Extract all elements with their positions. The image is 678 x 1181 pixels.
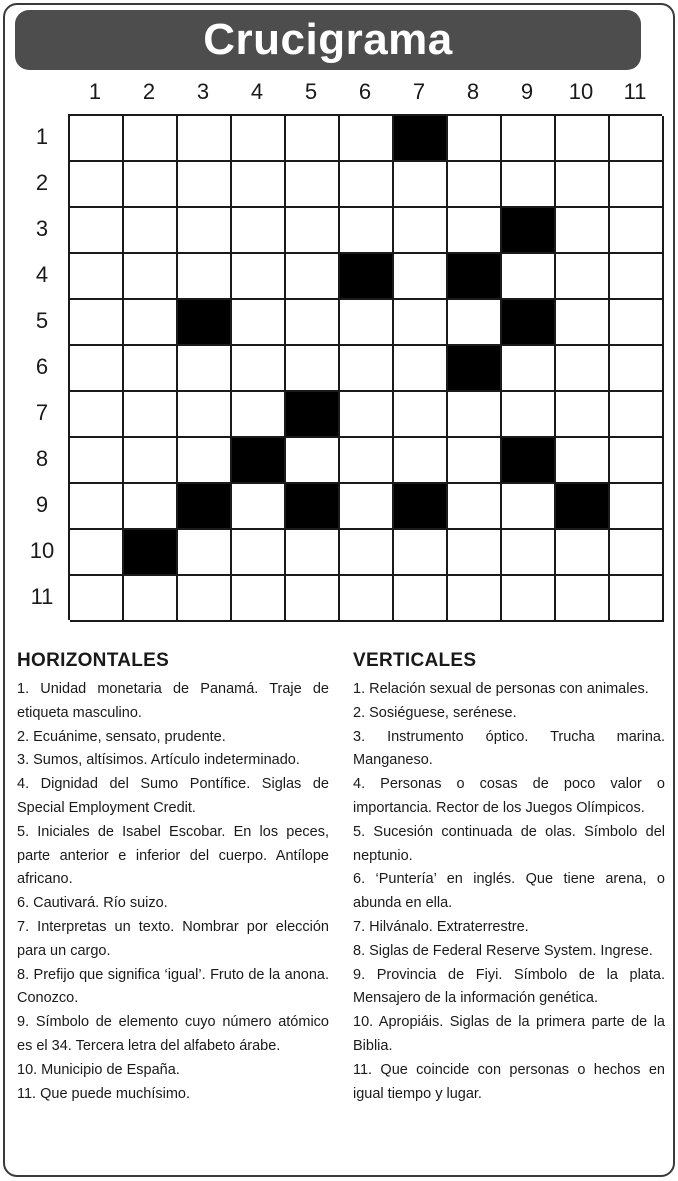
grid-cell[interactable] bbox=[502, 116, 556, 162]
grid-cell[interactable] bbox=[556, 116, 610, 162]
grid-cell[interactable] bbox=[610, 254, 664, 300]
clue-item: 1. Relación sexual de personas con animales. bbox=[353, 681, 649, 697]
grid-cell[interactable] bbox=[502, 484, 556, 530]
grid-cell[interactable] bbox=[70, 208, 124, 254]
grid-cell[interactable] bbox=[556, 162, 610, 208]
clue-item: 1. Unidad monetaria de Panamá. Traje de etiqueta masculino. bbox=[17, 681, 329, 721]
black-cell bbox=[340, 254, 394, 300]
grid-cell[interactable] bbox=[448, 530, 502, 576]
grid-cell[interactable] bbox=[232, 116, 286, 162]
row-number: 6 bbox=[35, 354, 49, 379]
column-numbers bbox=[68, 76, 662, 108]
grid-cell[interactable] bbox=[124, 484, 178, 530]
column-number: 11 bbox=[623, 79, 647, 104]
grid-cell[interactable] bbox=[502, 392, 556, 438]
grid-cell[interactable] bbox=[556, 530, 610, 576]
grid-cell[interactable] bbox=[448, 300, 502, 346]
grid-cell[interactable] bbox=[232, 530, 286, 576]
grid-cell[interactable] bbox=[448, 208, 502, 254]
column-number: 8 bbox=[466, 79, 480, 104]
grid-cell[interactable] bbox=[124, 162, 178, 208]
clue-item: 10. Apropiáis. Siglas de la primera parte de la Biblia. bbox=[353, 1014, 665, 1054]
black-cell bbox=[178, 484, 232, 530]
grid-cell[interactable] bbox=[178, 162, 232, 208]
grid-cell[interactable] bbox=[232, 576, 286, 622]
black-cell bbox=[448, 346, 502, 392]
grid-cell[interactable] bbox=[286, 438, 340, 484]
grid-cell[interactable] bbox=[70, 484, 124, 530]
grid-cell[interactable] bbox=[286, 530, 340, 576]
row-number: 5 bbox=[35, 308, 49, 333]
clue-item: 9. Símbolo de elemento cuyo número atómico es el 34. Tercera letra del alfabeto árabe. bbox=[17, 1014, 329, 1054]
grid-cell[interactable] bbox=[610, 300, 664, 346]
black-cell bbox=[286, 392, 340, 438]
grid-cell[interactable] bbox=[70, 346, 124, 392]
grid-cell[interactable] bbox=[394, 346, 448, 392]
vertical-clues bbox=[353, 648, 665, 1106]
grid-cell[interactable] bbox=[70, 530, 124, 576]
clue-item: 3. Instrumento óptico. Trucha marina. Manganeso. bbox=[353, 728, 665, 769]
column-number: 1 bbox=[88, 79, 102, 104]
grid-cell[interactable] bbox=[232, 392, 286, 438]
grid-cell[interactable] bbox=[394, 438, 448, 484]
page-title: Crucigrama bbox=[203, 15, 453, 64]
grid-cell[interactable] bbox=[178, 116, 232, 162]
grid-cell[interactable] bbox=[556, 576, 610, 622]
grid-cell[interactable] bbox=[232, 208, 286, 254]
grid-cell[interactable] bbox=[286, 300, 340, 346]
clue-item: 8. Siglas de Federal Reserve System. Ingrese. bbox=[353, 942, 653, 959]
grid-cell[interactable] bbox=[394, 162, 448, 208]
column-number: 10 bbox=[568, 79, 594, 104]
grid-cell[interactable] bbox=[610, 576, 664, 622]
row-number: 11 bbox=[30, 584, 54, 609]
grid-cell[interactable] bbox=[610, 162, 664, 208]
grid-cell[interactable] bbox=[178, 392, 232, 438]
grid-cell[interactable] bbox=[610, 116, 664, 162]
grid-cell[interactable] bbox=[502, 254, 556, 300]
grid-cell[interactable] bbox=[448, 116, 502, 162]
row-number: 7 bbox=[35, 400, 49, 425]
black-cell bbox=[394, 484, 448, 530]
black-cell bbox=[502, 208, 556, 254]
clue-item: 7. Hilvánalo. Extraterrestre. bbox=[353, 918, 529, 935]
grid-cell[interactable] bbox=[340, 484, 394, 530]
grid-cell[interactable] bbox=[610, 346, 664, 392]
horizontal-clues bbox=[17, 648, 329, 1106]
grid-cell[interactable] bbox=[286, 254, 340, 300]
grid-cell[interactable] bbox=[556, 300, 610, 346]
grid-cell[interactable] bbox=[394, 576, 448, 622]
clue-item: 4. Personas o cosas de poco valor o importancia. Rector de los Juegos Olímpicos. bbox=[353, 776, 665, 816]
grid-cell[interactable] bbox=[178, 254, 232, 300]
grid-cell[interactable] bbox=[502, 346, 556, 392]
clue-item: 11. Que coincide con personas o hechos en igual tiempo y lugar. bbox=[353, 1061, 665, 1102]
row-number: 4 bbox=[35, 262, 49, 287]
row-number: 1 bbox=[35, 124, 49, 149]
grid-cell[interactable] bbox=[610, 484, 664, 530]
black-cell bbox=[286, 484, 340, 530]
row-number: 8 bbox=[35, 446, 49, 471]
grid-cell[interactable] bbox=[178, 576, 232, 622]
grid-cell[interactable] bbox=[556, 438, 610, 484]
clue-item: 11. Que puede muchísimo. bbox=[17, 1085, 191, 1102]
clue-item: 2. Sosiéguese, serénese. bbox=[353, 704, 517, 721]
grid-cell[interactable] bbox=[610, 530, 664, 576]
black-cell bbox=[232, 438, 286, 484]
black-cell bbox=[502, 438, 556, 484]
grid-cell[interactable] bbox=[610, 392, 664, 438]
column-number: 4 bbox=[250, 79, 264, 104]
grid-cell[interactable] bbox=[340, 116, 394, 162]
grid-cell[interactable] bbox=[70, 392, 124, 438]
title-bar bbox=[15, 10, 641, 70]
clue-item: 6. Cautivará. Río suizo. bbox=[17, 895, 168, 912]
row-number: 3 bbox=[35, 216, 49, 241]
grid-cell[interactable] bbox=[232, 300, 286, 346]
grid-cell[interactable] bbox=[70, 162, 124, 208]
column-number: 6 bbox=[358, 79, 372, 104]
grid-cell[interactable] bbox=[286, 162, 340, 208]
grid-cell[interactable] bbox=[124, 300, 178, 346]
grid-cell[interactable] bbox=[124, 438, 178, 484]
grid-cell[interactable] bbox=[448, 392, 502, 438]
grid-cell[interactable] bbox=[124, 346, 178, 392]
vertical-heading: VERTICALES bbox=[353, 650, 477, 671]
grid-cell[interactable] bbox=[124, 254, 178, 300]
column-number: 7 bbox=[412, 79, 426, 104]
grid-cell[interactable] bbox=[340, 530, 394, 576]
grid-cell[interactable] bbox=[340, 392, 394, 438]
column-number: 2 bbox=[142, 79, 156, 104]
row-number: 2 bbox=[35, 170, 49, 195]
grid-cell[interactable] bbox=[394, 530, 448, 576]
grid-cell[interactable] bbox=[124, 576, 178, 622]
grid-cell[interactable] bbox=[394, 208, 448, 254]
clue-item: 6. ‘Puntería’ en inglés. Que tiene arena, o abunda en ella. bbox=[353, 871, 665, 912]
grid-cell[interactable] bbox=[448, 576, 502, 622]
grid-cell[interactable] bbox=[178, 346, 232, 392]
grid-cell[interactable] bbox=[610, 208, 664, 254]
grid-cell[interactable] bbox=[340, 300, 394, 346]
grid-cell[interactable] bbox=[394, 300, 448, 346]
grid-cell[interactable] bbox=[232, 346, 286, 392]
grid-cell[interactable] bbox=[448, 484, 502, 530]
crossword-grid bbox=[68, 114, 662, 620]
grid-cell[interactable] bbox=[70, 438, 124, 484]
grid-cell[interactable] bbox=[502, 576, 556, 622]
clue-item: 2. Ecuánime, sensato, prudente. bbox=[17, 728, 226, 745]
clue-item: 4. Dignidad del Sumo Pontífice. Siglas de Special Employment Credit. bbox=[17, 776, 329, 816]
horizontal-clue-list bbox=[17, 678, 329, 1106]
grid-cell[interactable] bbox=[556, 346, 610, 392]
grid-cell[interactable] bbox=[340, 346, 394, 392]
black-cell bbox=[124, 530, 178, 576]
grid-cell[interactable] bbox=[448, 162, 502, 208]
grid-cell[interactable] bbox=[178, 208, 232, 254]
grid-cell[interactable] bbox=[556, 392, 610, 438]
grid-cell[interactable] bbox=[70, 116, 124, 162]
clue-item: 8. Prefijo que significa ‘igual’. Fruto de la anona. Conozco. bbox=[17, 966, 329, 1007]
black-cell bbox=[556, 484, 610, 530]
clue-item: 5. Iniciales de Isabel Escobar. En los peces, parte anterior e inferior del cuerpo. Antílope africano. bbox=[17, 823, 329, 888]
grid-cell[interactable] bbox=[286, 576, 340, 622]
grid-cell[interactable] bbox=[340, 208, 394, 254]
grid-cell[interactable] bbox=[556, 254, 610, 300]
grid-cell[interactable] bbox=[340, 438, 394, 484]
column-number: 3 bbox=[196, 79, 210, 104]
grid-cell[interactable] bbox=[340, 162, 394, 208]
grid-cell[interactable] bbox=[124, 208, 178, 254]
clue-item: 9. Provincia de Fiyi. Símbolo de la plata. Mensajero de la información genética. bbox=[353, 966, 665, 1007]
grid-cell[interactable] bbox=[286, 346, 340, 392]
column-number: 5 bbox=[304, 79, 318, 104]
row-numbers bbox=[18, 114, 66, 620]
column-number: 9 bbox=[520, 79, 534, 104]
clue-item: 7. Interpretas un texto. Nombrar por elección para un cargo. bbox=[17, 918, 329, 959]
grid-cell[interactable] bbox=[178, 438, 232, 484]
black-cell bbox=[448, 254, 502, 300]
grid-cell[interactable] bbox=[178, 530, 232, 576]
grid-cell[interactable] bbox=[610, 438, 664, 484]
grid-cell[interactable] bbox=[286, 116, 340, 162]
black-cell bbox=[394, 116, 448, 162]
grid-cell[interactable] bbox=[556, 208, 610, 254]
row-number: 10 bbox=[29, 538, 55, 563]
grid-cell[interactable] bbox=[232, 254, 286, 300]
vertical-clue-list bbox=[353, 678, 665, 1106]
grid-cell[interactable] bbox=[124, 116, 178, 162]
grid-cell[interactable] bbox=[502, 162, 556, 208]
clue-item: 5. Sucesión continuada de olas. Símbolo del neptunio. bbox=[353, 823, 665, 864]
row-number: 9 bbox=[35, 492, 49, 517]
grid-cell[interactable] bbox=[394, 392, 448, 438]
black-cell bbox=[502, 300, 556, 346]
grid-cell[interactable] bbox=[70, 254, 124, 300]
grid-cell[interactable] bbox=[340, 576, 394, 622]
clue-item: 3. Sumos, altísimos. Artículo indeterminado. bbox=[17, 752, 300, 769]
grid-cell[interactable] bbox=[70, 576, 124, 622]
grid-cell[interactable] bbox=[232, 484, 286, 530]
grid-cell[interactable] bbox=[232, 162, 286, 208]
grid-cell[interactable] bbox=[124, 392, 178, 438]
clue-item: 10. Municipio de España. bbox=[17, 1061, 180, 1078]
black-cell bbox=[178, 300, 232, 346]
grid-cell[interactable] bbox=[448, 438, 502, 484]
grid-cell[interactable] bbox=[394, 254, 448, 300]
grid-cell[interactable] bbox=[502, 530, 556, 576]
horizontal-heading: HORIZONTALES bbox=[17, 650, 170, 671]
grid-cell[interactable] bbox=[286, 208, 340, 254]
grid-cell[interactable] bbox=[70, 300, 124, 346]
